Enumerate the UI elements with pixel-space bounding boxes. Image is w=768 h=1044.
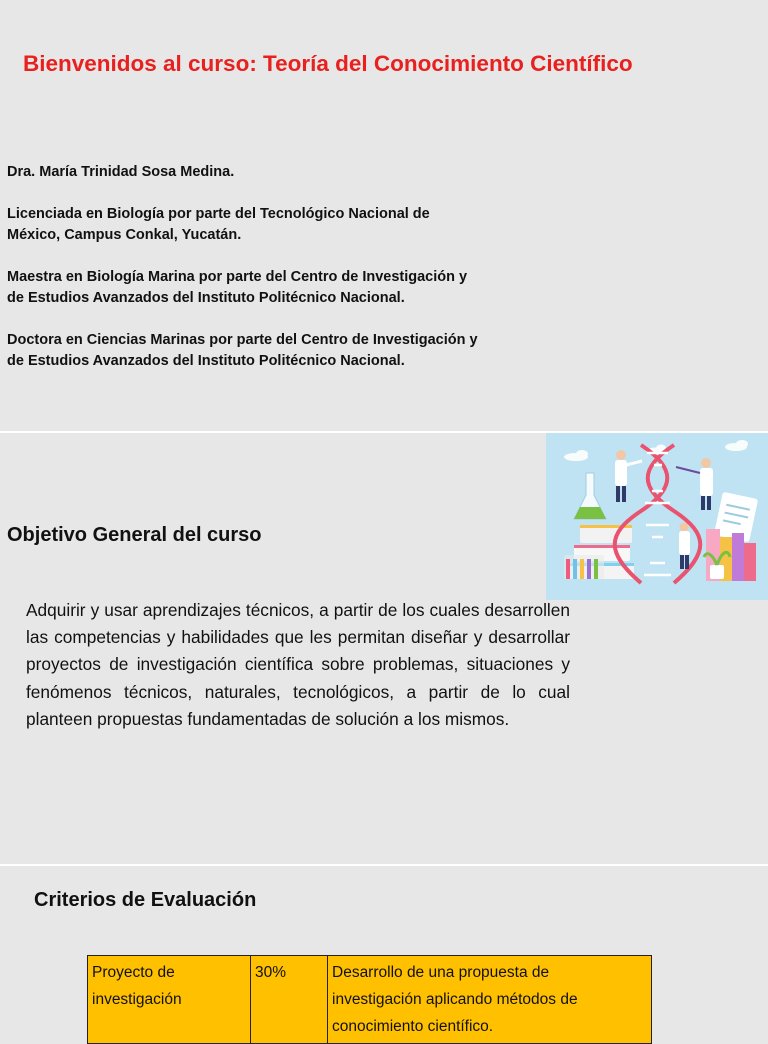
- degree-bachelor-line-1: Licenciada en Biología por parte del Tecnológico Nacional de: [7, 206, 430, 222]
- degree-doctorate-line-2: de Estudios Avanzados del Instituto Politécnico Nacional.: [7, 353, 405, 369]
- criteria-heading: Criterios de Evaluación: [34, 889, 257, 911]
- objective-heading: Objetivo General del curso: [7, 524, 262, 546]
- criteria-item-line: investigación: [92, 991, 182, 1008]
- slide-criteria: [0, 866, 768, 1035]
- criteria-weight-cell: 30%: [251, 956, 328, 1044]
- course-title: Bienvenidos al curso: Teoría del Conocimiento Científico: [23, 51, 633, 76]
- degree-master-line-1: Maestra en Biología Marina por parte del Centro de Investigación y: [7, 269, 468, 285]
- objective-text: Adquirir y usar aprendizajes técnicos, a partir de los cuales desarrollen las competencias y habilidades que les permitan diseñar y desarrollar proyectos de investigación científica sobre problemas, situaciones y fenómenos técnicos, naturales, tecnológicos, a partir de lo cual planteen propuestas fundamentadas de solución a los mismos.: [26, 600, 570, 729]
- degree-doctorate-line-1: Doctora en Ciencias Marinas por parte del Centro de Investigación y: [7, 332, 478, 348]
- criteria-item-line: Proyecto de: [92, 964, 175, 981]
- instructor-name: Dra. María Trinidad Sosa Medina.: [7, 164, 235, 180]
- criteria-description-line: Desarrollo de una propuesta de: [332, 964, 550, 981]
- criteria-description-cell: [328, 956, 652, 1044]
- table-row: [88, 956, 652, 1044]
- criteria-item-cell: [88, 956, 251, 1044]
- criteria-table: [87, 955, 652, 1044]
- criteria-description-line: conocimiento científico.: [332, 1018, 494, 1035]
- degree-bachelor-line-2: México, Campus Conkal, Yucatán.: [7, 227, 242, 243]
- slide-objective: [0, 433, 768, 864]
- science-lab-illustration-icon: [546, 433, 768, 600]
- degree-master-line-2: de Estudios Avanzados del Instituto Politécnico Nacional.: [7, 290, 405, 306]
- criteria-description-line: investigación aplicando métodos de: [332, 991, 578, 1008]
- slide-intro: [0, 0, 768, 431]
